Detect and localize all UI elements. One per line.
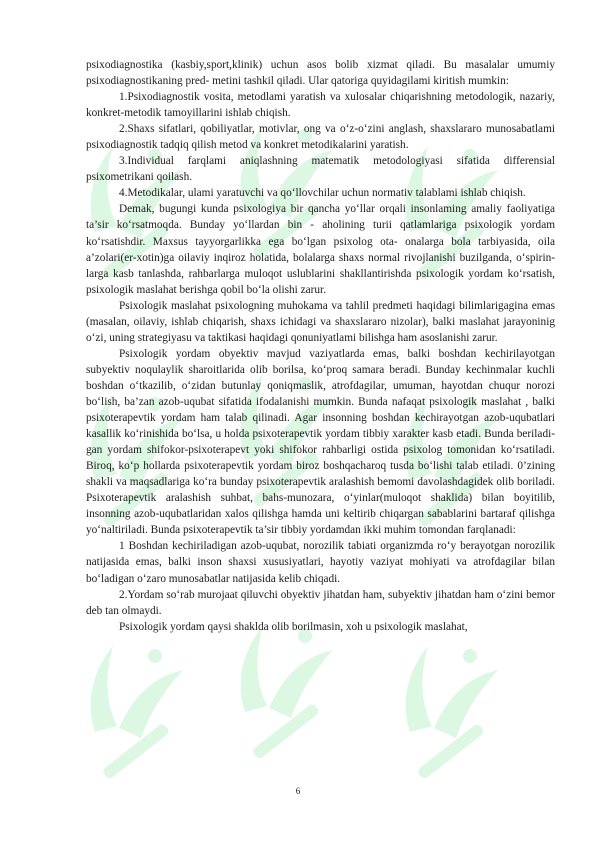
list-item-2: 2.Shaxs sifatlari, qobiliyatlar, motivlar, ong va o‘z-o‘zini anglash, shaxslararo munosabatlami psixodiagnostik tadqiq qilish metod va konkret metodikalarini yaratish.: [86, 123, 555, 152]
paragraph-yordam: Psixologik yordam obyektiv mavjud vaziyatlarda emas, balki boshdan kechirilayotgan subyektiv noqulaylik sharoitlarida olib borilsa, ko‘proq samara beradi. Bunday kechinmalar kuchli boshdan o‘tkazilib, o‘zidan butunlay qoniqmaslik, atrofdagilar, umuman, hayotdan chuqur norozi bo‘lish, ba’zan azob-uqubat sifatida ifodalanishi mumkin. Bunda nafaqat psixologik maslahat , balki psixoterapevtik yordam ham talab qilinadi. Agar insonning boshdan kechirayotgan azob-uqubatlari kasallik ko‘rinishida bo‘lsa, u holda psixoterapevtik yordam tibbiy xarakter kasb etadi. Bunda beriladi- gan yordam shifokor-psixoterapevt yoki shifokor rahbarligi ostida psixolog tomonidan ko‘rsatiladi. Biroq, ko‘p hollarda psixoterapevtik yordam biroz boshqacharoq tusda bo‘lishi talab etiladi. 0’zining shakli va maqsadlariga ko‘ra bunday psixoterapevtik aralashish bemomi davolashdagidek olib boriladi. Psixoterapevtik aralashish suhbat, bahs-munozara, o‘yinlar(muloqot shaklida) bilan boyitilib, insonning azob-uqubatlaridan xalos qilishga hamda uni keltirib chiqargan sabablarini bartaraf qilishga yo‘naltiriladi. Bunda psixoterapevtik ta’sir tibbiy yordamdan ikki muhim tomondan farqlanadi:: [86, 347, 555, 537]
page-body: [86, 57, 555, 635]
list-item-boshdan: 1 Boshdan kechiriladigan azob-uqubat, norozilik tabiati organizmda ro‘y berayotgan norozilik natijasida emas, balki inson shaxsi xususiyatlari, hayotiy vaziyat mohiyati va atrofdagilar bilan bo‘ladigan o‘zaro munosabatlar natijasida kelib chiqadi.: [86, 540, 555, 585]
paragraph-demak: Demak, bugungi kunda psixologiya bir qancha yo‘llar orqali insonlaming amaliy faoliyatiga ta’sir ko‘rsatmoqda. Bunday yo‘llardan bin - aholining turii qatlamlariga psixologik yordam ko‘rsatishdir. Maxsus tayyorgarlikka ega bo‘lgan psixolog ota- onalarga bola tarbiyasida, oila a’zolari(er-xotin)ga oilaviy inqiroz holatida, bolalarga shaxs normal rivojlanishi buzilganda, o‘spirin- larga kasb tanlashda, rahbarlarga muloqot uslublarini shakllantirishda psixologik yordam ko‘rsatish, psixologik maslahat berishga qobil bo‘la olishi zarur.: [86, 203, 555, 296]
paragraph-intro: psixodiagnostika (kasbiy,sport,klinik) uchun asos bolib xizmat qiladi. Bu masalalar umumiy psixodiagnostikaning pred- metini tashkil qiladi. Ular qatoriga quyidagilami kiritish mumkin:: [86, 59, 555, 88]
list-item-yordam: 2.Yordam so‘rab murojaat qiluvchi obyektiv jihatdan ham, subyektiv jihatdan ham o‘zini bemor deb tan olmaydi.: [86, 588, 555, 617]
list-item-3: 3.Individual farqlami aniqlashning matematik metodologiyasi sifatida differensial psixometrikani qoilash.: [86, 155, 555, 184]
list-item-1: 1.Psixodiagnostik vosita, metodlami yaratish va xulosalar chiqarishning metodologik, nazariy, konkret-metodik tamoyillarini ishlab chiqish.: [86, 91, 555, 120]
page-number: 6: [295, 786, 301, 796]
paragraph-final: Psixologik yordam qaysi shaklda olib borilmasin, xoh u psixologik maslahat,: [119, 620, 468, 633]
list-item-4: 4.Metodikalar, ulami yaratuvchi va qo‘llovchilar uchun normativ talablami ishlab chiqish.: [119, 187, 526, 200]
paragraph-maslahat: Psixologik maslahat psixologning muhokama va tahlil predmeti haqidagi bilimlarigagina emas (masalan, oilaviy, ishlab chiqarish, shaxs ichidagi va shaxslararo nizolar), balki maslahat jarayoninig o‘zi, uning strategiyasu va taktikasi haqidagi qonuniyatlami bilishga ham asoslanishi zarur.: [86, 299, 555, 344]
